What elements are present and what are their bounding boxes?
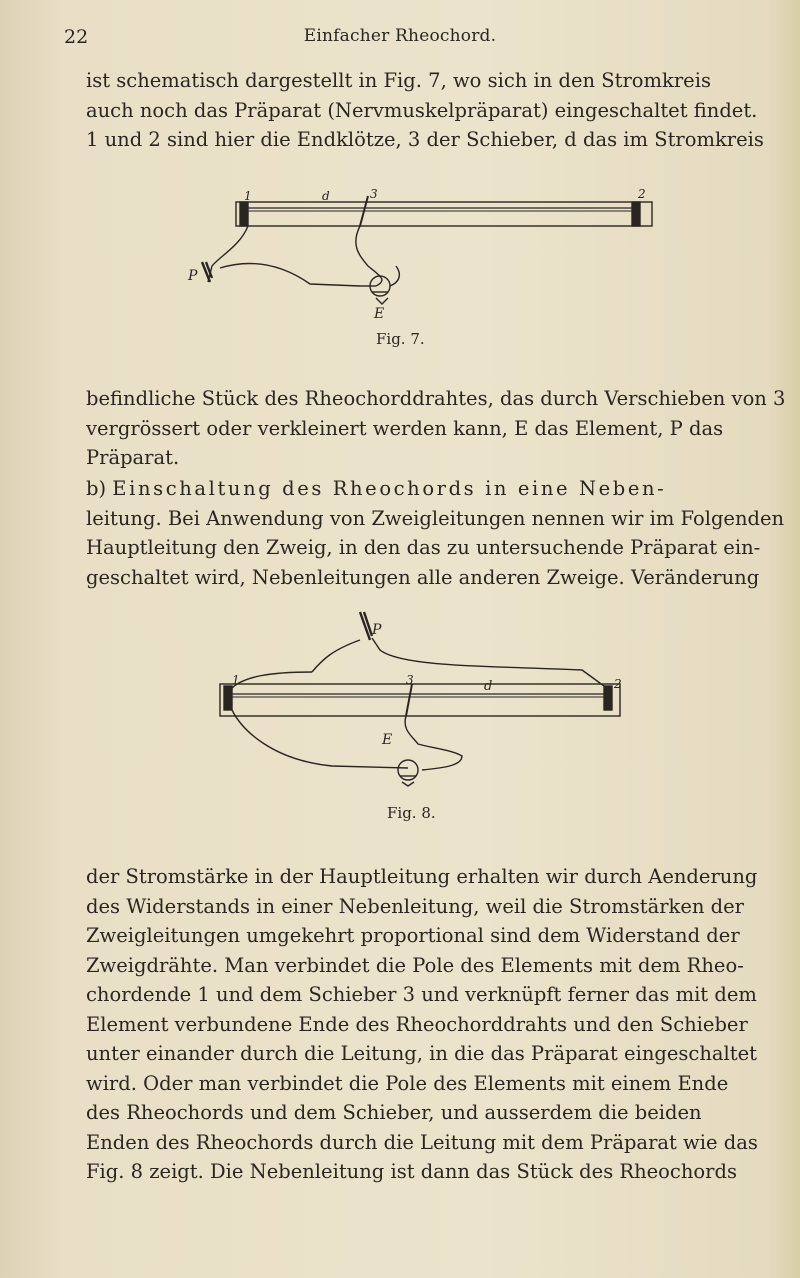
paragraph-1 [86,66,764,155]
end-block-1 [240,202,248,226]
fig7-diagram [188,186,660,336]
label-d: d [484,679,493,694]
end-block-2 [604,686,612,710]
text-line: leitung. Bei Anwendung von Zweigleitungen nennen wir im Folgenden [86,506,785,530]
element-e [398,760,418,780]
paragraph-2 [86,384,786,473]
figure-8 [212,610,632,784]
label-1: 1 [232,673,240,687]
text-line: des Rheochords und dem Schieber, und ausserdem die beiden [86,1101,702,1124]
text-line: wird. Oder man verbindet die Pole des Elements mit einem Ende [86,1071,729,1095]
preparation-p [202,262,212,282]
text-line: chordende 1 und dem Schieber 3 und verknüpft ferner das mit dem [86,983,757,1006]
fig8-diagram [212,610,632,780]
label-2: 2 [638,187,646,201]
label-3: 3 [406,673,414,687]
label-3: 3 [370,187,378,201]
text-line: Enden des Rheochords durch die Leitung mit dem Präparat wie das [86,1130,758,1154]
paragraph-4 [86,862,758,1187]
section-heading-line [86,474,726,504]
fig8-caption: Fig. 8. [387,804,436,822]
rheochord-board [220,684,620,716]
text-line: unter einander durch die Leitung, in die das Präparat eingeschaltet [86,1042,757,1065]
label-e: E [382,732,393,748]
page-number: 22 [64,26,89,48]
end-block-1 [224,686,232,710]
label-e: E [374,306,385,322]
text-line: Element verbundene Ende des Rheochorddrahts und den Schieber [86,1012,748,1036]
label-2: 2 [614,677,622,691]
fig7-caption: Fig. 7. [376,330,425,348]
paragraph-3 [86,474,785,592]
label-p: P [188,268,198,284]
slider-3 [406,684,412,716]
item-marker: b) [86,477,113,500]
preparation-p [360,612,372,640]
text-line: Fig. 8 zeigt. Die Nebenleitung ist dann das Stück des Rheochords [86,1160,737,1183]
page-header [64,26,736,52]
text-line: Zweigdrähte. Man verbindet die Pole des Elements mit dem Rheo- [86,953,744,977]
section-heading: Einschaltung des Rheochords in eine Neben- [112,477,667,500]
text-line: vergrössert oder verkleinert werden kann, E das Element, P das [86,416,724,440]
running-head: Einfacher Rheochord. [303,26,497,46]
rheochord-board [236,202,652,226]
end-block-2 [632,202,640,226]
text-line: befindliche Stück des Rheochorddrahtes, das durch Verschieben von 3 [86,387,786,410]
text-line: des Widerstands in einer Nebenleitung, weil die Stromstärken der [86,894,745,918]
text-line: Zweigleitungen umgekehrt proportional sind dem Widerstand der [86,924,740,947]
text-line: auch noch das Präparat (Nervmuskelpräparat) eingeschaltet findet. [86,98,758,122]
text-line: Präparat. [86,446,180,469]
label-d: d [322,189,330,203]
text-line: geschaltet wird, Nebenleitungen alle anderen Zweige. Veränderung [86,565,760,589]
text-line: ist schematisch dargestellt in Fig. 7, wo sich in den Stromkreis [86,69,711,92]
label-p: P [372,622,382,638]
label-1: 1 [244,189,252,203]
figure-7 [188,186,660,340]
text-line: 1 und 2 sind hier die Endklötze, 3 der Schieber, d das im Stromkreis [86,128,764,151]
text-line: Hauptleitung den Zweig, in den das zu untersuchende Präparat ein- [86,536,761,559]
text-line: der Stromstärke in der Hauptleitung erhalten wir durch Aenderung [86,865,758,888]
